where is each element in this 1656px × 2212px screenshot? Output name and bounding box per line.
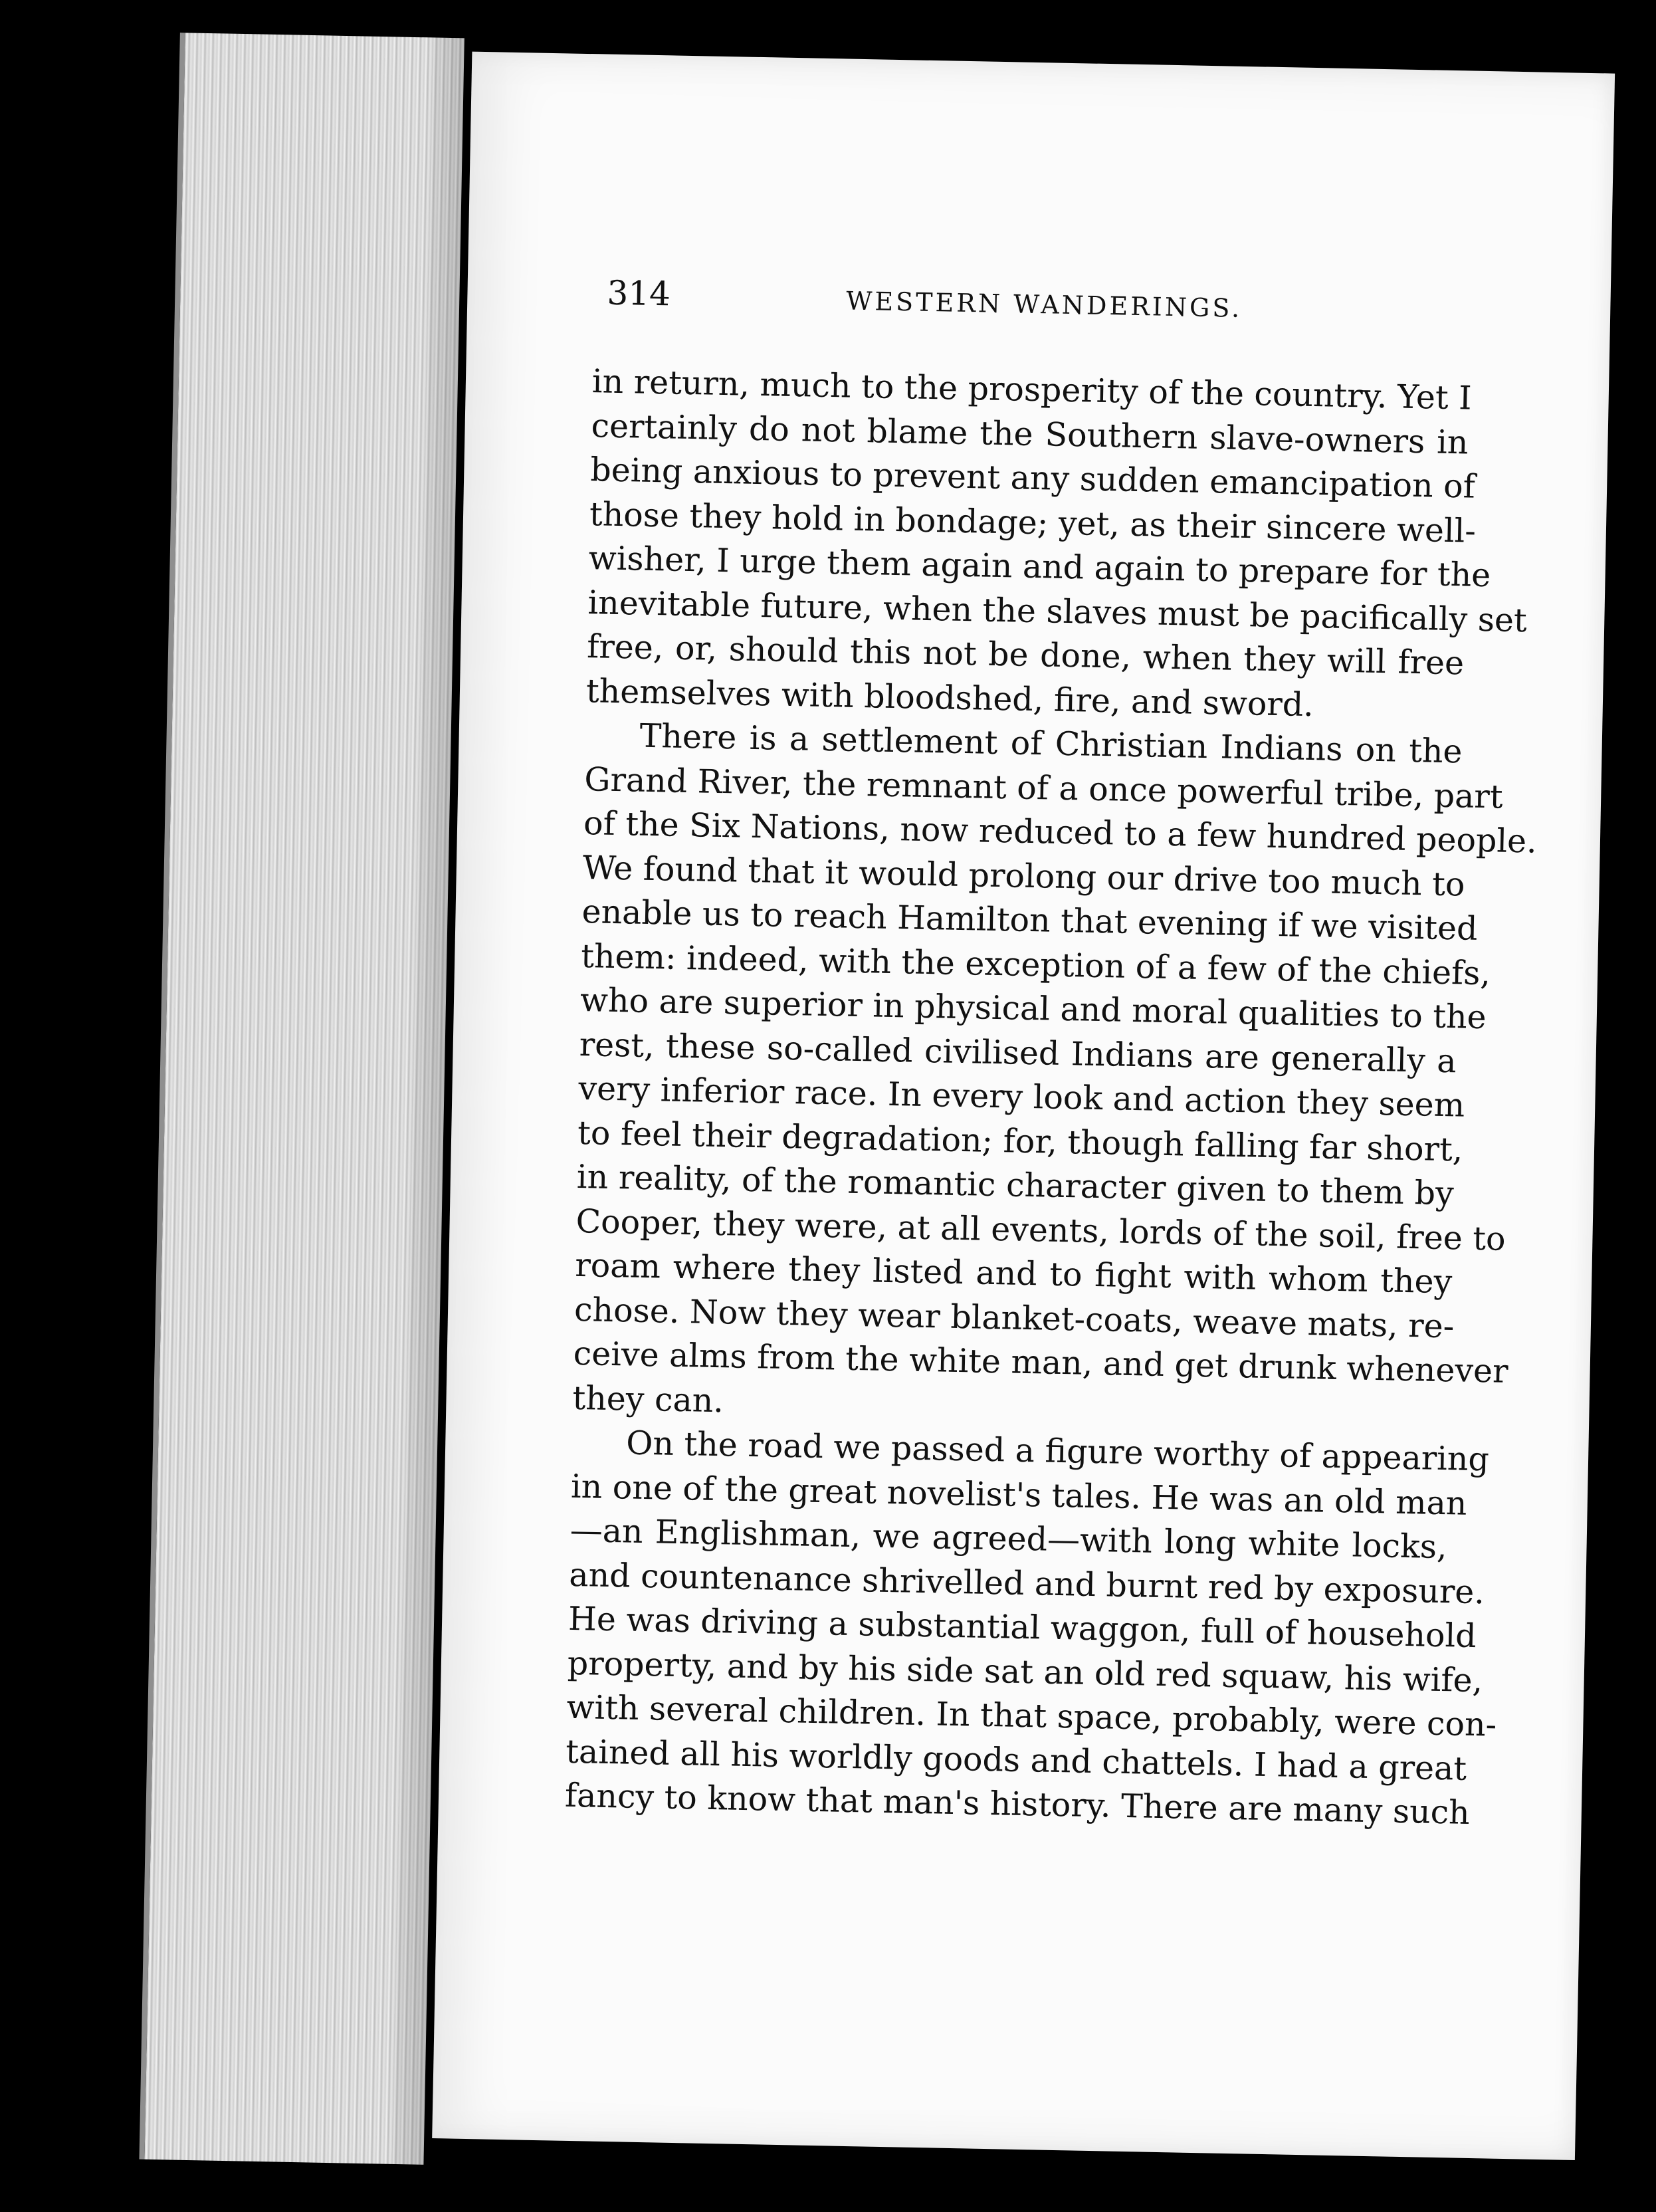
paragraph-start-line: On the road we passed a figure worthy of appearing (625, 1424, 1490, 1479)
body-text (564, 360, 1538, 1834)
text-line: themselves with bloodshed, fire, and sword. (585, 671, 1314, 724)
book-page (432, 52, 1615, 2160)
text-line: them: indeed, with the exception of a few of the chiefs, (580, 937, 1491, 992)
text-line: in one of the great novelist's tales. He was an old man (570, 1467, 1467, 1523)
paragraph-start-line: There is a settlement of Christian Indians on the (639, 717, 1463, 771)
running-title: WESTERN WANDERINGS. (845, 286, 1243, 323)
text-line: with several children. In that space, probably, were con- (566, 1688, 1497, 1744)
text-line: He was driving a substantial waggon, full of household (568, 1599, 1477, 1656)
text-line: tained all his worldly goods and chattels. I had a great (565, 1732, 1467, 1788)
text-line: to feel their degradation; for, though falling far short, (577, 1113, 1463, 1169)
text-line: they can. (572, 1379, 724, 1420)
book (139, 33, 1641, 2187)
text-line: in reality, of the romantic character given to them by (576, 1157, 1455, 1213)
text-line: property, and by his side sat an old red squaw, his wife, (567, 1644, 1483, 1700)
page-number: 314 (606, 273, 671, 314)
text-line: inevitable future, when the slaves must be pacifically set (587, 583, 1528, 639)
text-line: Grand River, the remnant of a once powerful tribe, part (583, 760, 1504, 816)
text-line: rest, these so-called civilised Indians are generally a (579, 1025, 1457, 1080)
running-head (607, 274, 1471, 344)
text-line: roam where they listed and to fight with whom they (574, 1246, 1453, 1301)
text-line: free, or, should this not be done, when they will free (586, 627, 1465, 683)
text-line: —an Englishman, we agreed—with long white locks, (569, 1511, 1448, 1567)
text-line: in return, much to the prosperity of the country. Yet I (591, 362, 1473, 417)
text-line: chose. Now they wear blanket-coats, weave mats, re- (573, 1290, 1455, 1345)
text-line: enable us to reach Hamilton that evening if we visited (581, 893, 1478, 948)
text-line: who are superior in physical and moral qualities to the (579, 981, 1487, 1037)
text-line: wisher, I urge them again and again to prepare for the (588, 539, 1491, 595)
text-line: ceive alms from the white man, and get drunk whenever (573, 1334, 1509, 1390)
text-line: We found that it would prolong our drive too much to (582, 848, 1465, 904)
text-line: of the Six Nations, now reduced to a few hundred people. (583, 804, 1538, 861)
text-line: very inferior race. In every look and action they seem (577, 1069, 1465, 1125)
text-line: certainly do not blame the Southern slave-owners in (591, 406, 1469, 462)
text-line: Cooper, they were, at all events, lords of the soil, free to (575, 1202, 1506, 1258)
text-line: fancy to know that man's history. There are many such (564, 1776, 1471, 1832)
text-line: those they hold in bondage; yet, as their sincere well- (589, 495, 1477, 550)
text-line: being anxious to prevent any sudden emancipation of (589, 451, 1476, 506)
text-line: and countenance shrivelled and burnt red by exposure. (568, 1555, 1485, 1611)
